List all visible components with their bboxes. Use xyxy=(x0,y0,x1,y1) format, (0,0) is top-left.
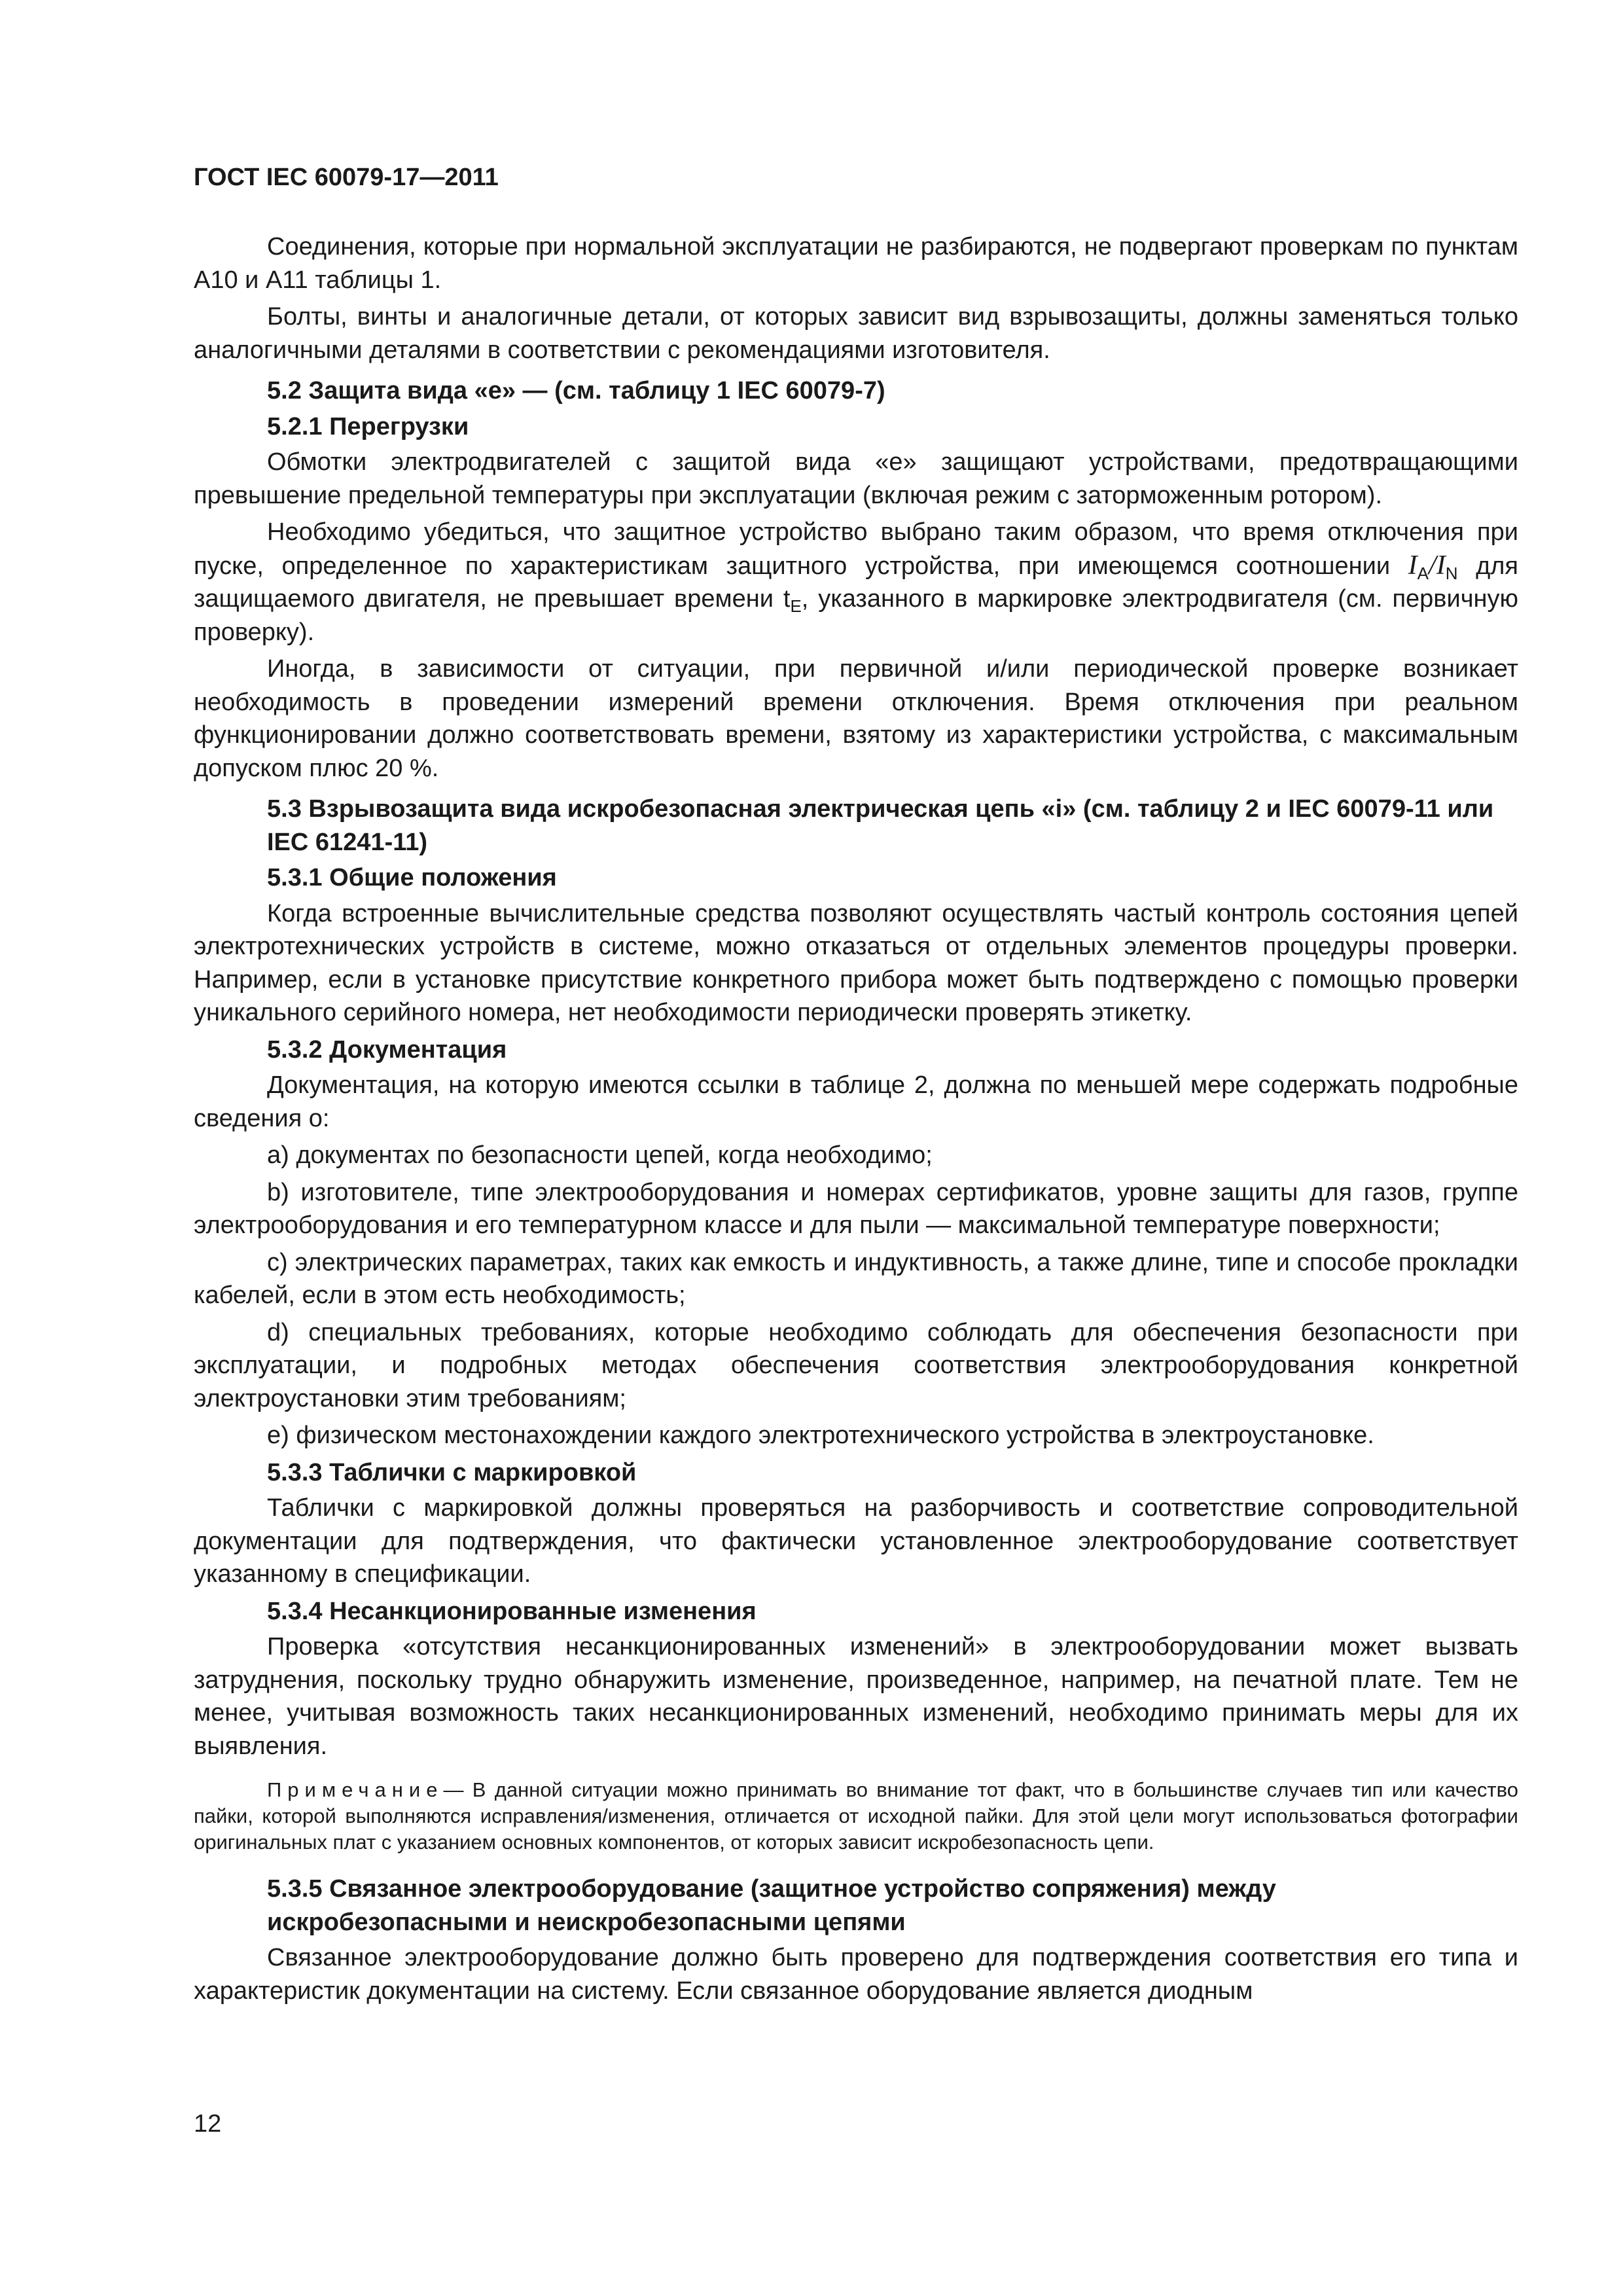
section-heading: 5.3 Взрывозащита вида искробезопасная электрическая цепь «i» (см. таблицу 2 и IEC 60079-11 или IEC 61241-11) xyxy=(267,795,1494,856)
page-number: 12 xyxy=(194,2110,222,2138)
document-body xyxy=(194,230,1518,2011)
paragraph: Когда встроенные вычислительные средства позволяют осуществлять частый контроль состояния цепей электротехнических устройств в системе, можно отказаться от отдельных элементов процедуры проверки. Например, если в установке присутствие конкретного прибора может быть подтверждено с помощью проверки уникального серийного номера, нет необходимости периодически проверять этикетку. xyxy=(194,899,1518,1026)
paragraph: Обмотки электродвигателей с защитой вида «е» защищают устройствами, предотвращающими превышение предельной температуры при эксплуатации (включая режим с заторможенным ротором). xyxy=(194,448,1518,509)
subscript-a: A xyxy=(1417,563,1429,583)
formula-ia: I xyxy=(1408,550,1418,581)
text-run: Необходимо убедиться, что защитное устройство выбрано таким образом, что время отключения при пуске, определенное по характеристикам защитного устройства, при имеющемся соотношении xyxy=(194,518,1518,580)
paragraph: Проверка «отсутствия несанкционированных изменений» в электрооборудовании может вызвать затруднения, поскольку трудно обнаружить изменение, произведенное, например, на печатной плате. Тем не менее, учитывая возможность таких несанкционированных изменений, необходимо принимать меры для их выявления. xyxy=(194,1633,1518,1760)
list-item: b) изготовителе, типе электрооборудования и номерах сертификатов, уровне защиты для газов, группе электрооборудования и его температурном классе и для пыли — максимальной температуре поверхности; xyxy=(194,1178,1518,1239)
formula-in: I xyxy=(1436,550,1446,581)
formula-slash: / xyxy=(1429,550,1436,581)
text-run: , указанного в маркировке электродвигателя (см. первичную проверку). xyxy=(194,585,1518,646)
list-item: c) электрических параметрах, таких как емкость и индуктивность, а также длине, типе и способе прокладки кабелей, если в этом есть необходимость; xyxy=(194,1248,1518,1309)
subsection-heading: 5.3.3 Таблички с маркировкой xyxy=(267,1458,637,1486)
paragraph: Болты, винты и аналогичные детали, от которых зависит вид взрывозащиты, должны заменяться только аналогичными деталями в соответствии с рекомендациями изготовителя. xyxy=(194,303,1518,364)
subsection-heading: 5.3.4 Несанкционированные изменения xyxy=(267,1597,757,1625)
note-label: Примечание xyxy=(267,1778,444,1801)
note-text: — В данной ситуации можно принимать во внимание тот факт, что в большинстве случаев тип или качество пайки, которой выполняются исправления/изменения, отличается от исходной пайки. Для этой цели могут использоваться фотографии оригинальных плат с указанием основных компонентов, от которых зависит искробезопасность цепи. xyxy=(194,1778,1518,1854)
subscript-n: N xyxy=(1445,563,1458,583)
paragraph: Таблички с маркировкой должны проверяться на разборчивость и соответствие сопроводительной документации для подтверждения, что фактически установленное электрооборудование соответствует указанному в спецификации. xyxy=(194,1494,1518,1588)
document-header: ГОСТ IEC 60079-17—2011 xyxy=(194,164,499,191)
subsection-heading: 5.3.2 Документация xyxy=(267,1035,507,1064)
paragraph: Документация, на которую имеются ссылки в таблице 2, должна по меньшей мере содержать подробные сведения о: xyxy=(194,1071,1518,1132)
list-item: а) документах по безопасности цепей, когда необходимо; xyxy=(267,1141,933,1169)
paragraph: Связанное электрооборудование должно быть проверено для подтверждения соответствия его типа и характеристик документации на систему. Если связанное оборудование является диодным xyxy=(194,1944,1518,2005)
paragraph-current-ratio xyxy=(194,516,1518,649)
document-page xyxy=(194,0,1518,2296)
paragraph: Иногда, в зависимости от ситуации, при первичной и/или периодической проверке возникает необходимость в проведении измерений времени отключения. Время отключения при реальном функционировании должно соответствовать времени, взятому из характеристики устройства, с максимальным допуском плюс 20 %. xyxy=(194,655,1518,782)
note xyxy=(194,1777,1518,1856)
subscript-e: E xyxy=(790,596,802,616)
subsection-heading: 5.2.1 Перегрузки xyxy=(267,412,469,440)
list-item: e) физическом местонахождении каждого электротехнического устройства в электроустановке. xyxy=(267,1422,1374,1449)
subsection-heading: 5.3.1 Общие положения xyxy=(267,864,557,891)
list-item: d) специальных требованиях, которые необходимо соблюдать для обеспечения безопасности при эксплуатации, и подробных методах обеспечения соответствия электрооборудования конкретной электроустановки этим требованиям; xyxy=(194,1318,1518,1412)
subsection-heading: 5.3.5 Связанное электрооборудование (защитное устройство сопряжения) между искробезопасными и неискробезопасными цепями xyxy=(267,1875,1276,1936)
text-run: для защищаемого двигателя, не превышает времени t xyxy=(194,552,1519,613)
paragraph: Соединения, которые при нормальной эксплуатации не разбираются, не подвергают проверкам по пунктам А10 и А11 таблицы 1. xyxy=(194,233,1518,294)
section-heading: 5.2 Защита вида «е» — (см. таблицу 1 IEC 60079-7) xyxy=(267,377,885,404)
